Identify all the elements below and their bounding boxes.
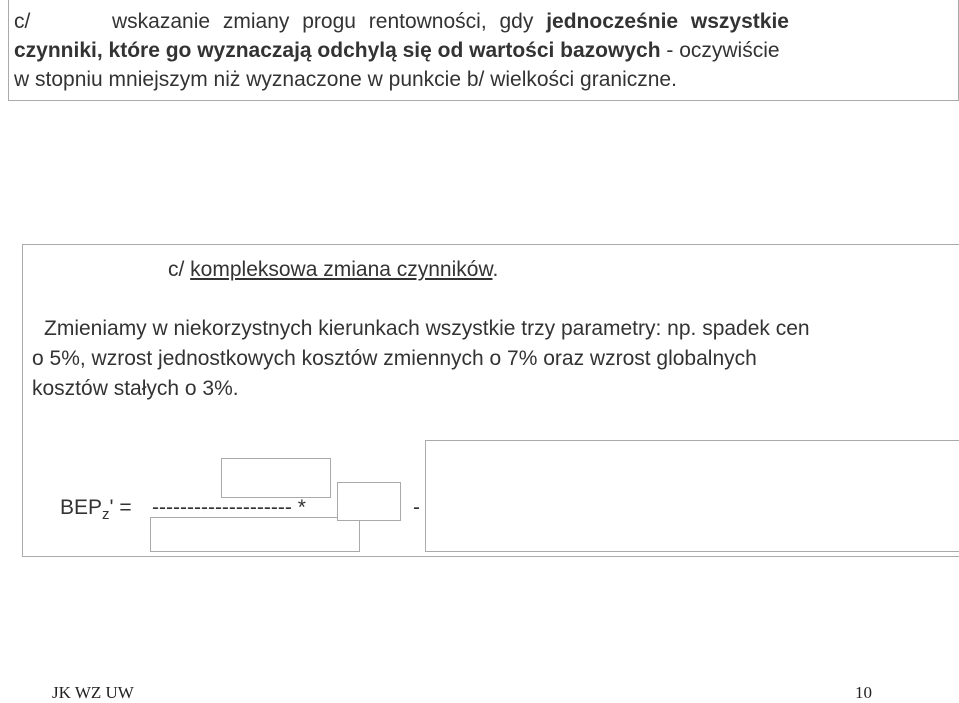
panel-heading-link: kompleksowa zmiana czynników	[190, 258, 493, 281]
formula-multiplier-box	[337, 482, 401, 521]
panel-para-line-1: Zmieniamy w niekorzystnych kierunkach wszystkie trzy parametry: np. spadek cen	[44, 317, 810, 340]
formula-minus: -	[413, 496, 420, 519]
footer-left: JK WZ UW	[52, 683, 134, 702]
formula-numerator-box	[221, 458, 331, 498]
formula-subscript: z	[102, 506, 110, 524]
formula-dashes: -------------------- *	[152, 496, 306, 519]
formula-lhs: $BEP_z'$ =	[60, 496, 132, 524]
top-line-1: c/ wskazanie zmiany progu rentowności, gdy jednocześnie wszystkie	[14, 10, 789, 33]
top-line-3: w stopniu mniejszym niż wyznaczone w punkcie b/ wielkości graniczne.	[14, 68, 677, 91]
panel-heading: c/ kompleksowa zmiana czynników.	[168, 258, 499, 281]
panel-para-line-2: o 5%, wzrost jednostkowych kosztów zmiennych o 7% oraz wzrost globalnych	[32, 347, 757, 370]
formula-denominator-box	[150, 517, 360, 552]
panel-para-line-3: kosztów stałych o 3%.	[32, 377, 239, 400]
top-line-2: czynniki, które go wyznaczają odchylą się od wartości bazowych - oczywiście	[14, 39, 780, 62]
page-number: 10	[855, 683, 872, 702]
formula-right-box	[425, 440, 959, 552]
item-label: c/	[14, 10, 31, 33]
